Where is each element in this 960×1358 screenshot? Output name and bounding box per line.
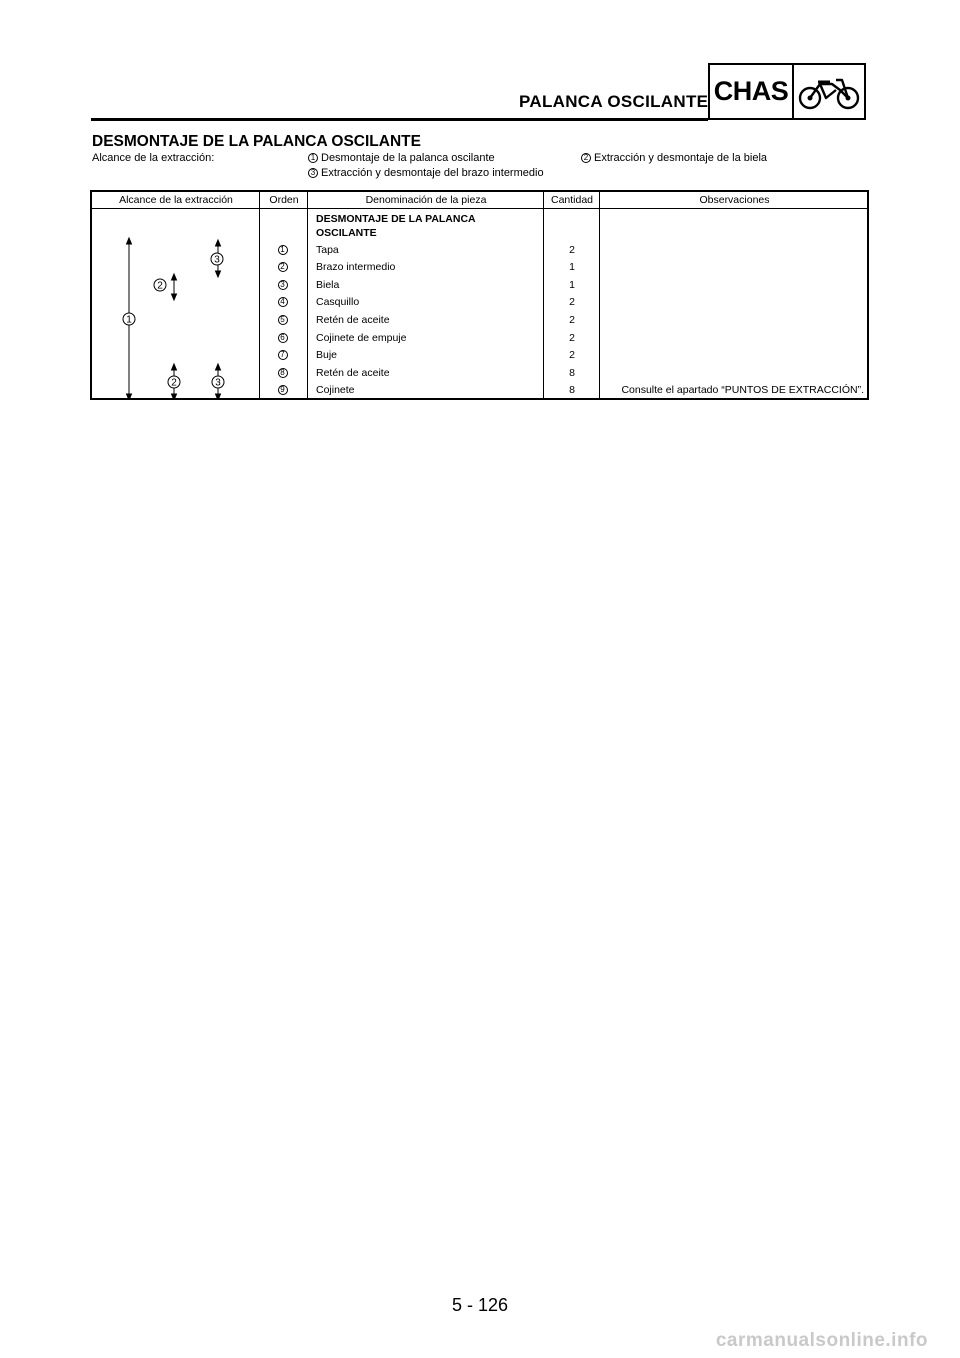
scope-item-1 xyxy=(308,152,495,164)
table-heading-row-2: OSCILANTE xyxy=(316,226,377,239)
diagram-label-1 xyxy=(123,313,135,326)
diagram-label-3-top xyxy=(211,253,223,266)
order-number: 8 xyxy=(278,368,288,378)
header-rule xyxy=(91,118,708,121)
part-name: Retén de aceite xyxy=(316,313,390,326)
svg-text:3: 3 xyxy=(215,377,221,389)
diagram-label-2-bottom xyxy=(168,376,180,389)
scope-item-2 xyxy=(581,152,767,164)
part-qty: 8 xyxy=(569,366,575,379)
number-circle: 3 xyxy=(308,168,318,178)
order-number: 4 xyxy=(278,297,288,307)
part-name: Cojinete xyxy=(316,383,355,396)
diagram-label-3-bottom xyxy=(212,376,224,389)
motorcycle-icon xyxy=(794,65,864,118)
part-qty: 2 xyxy=(569,243,575,256)
order-number: 2 xyxy=(278,262,288,272)
scope-item-text: Extracción y desmontaje del brazo intermedio xyxy=(321,167,544,179)
order-number: 7 xyxy=(278,350,288,360)
part-qty: 1 xyxy=(569,260,575,273)
part-qty: 1 xyxy=(569,278,575,291)
svg-text:1: 1 xyxy=(126,314,132,326)
part-qty: 2 xyxy=(569,348,575,361)
parts-table xyxy=(90,190,869,400)
svg-text:2: 2 xyxy=(157,280,163,292)
scope-item-text: Desmontaje de la palanca oscilante xyxy=(321,152,495,164)
part-name: Tapa xyxy=(316,243,339,256)
part-name: Cojinete de empuje xyxy=(316,331,407,344)
part-note: Consulte el apartado “PUNTOS DE EXTRACCIÓN”. xyxy=(621,383,864,396)
part-qty: 2 xyxy=(569,313,575,326)
page-header-title: PALANCA OSCILANTE xyxy=(519,92,709,111)
part-name: Biela xyxy=(316,278,340,291)
col-header-notes: Observaciones xyxy=(699,194,770,206)
scope-label: Alcance de la extracción: xyxy=(92,152,215,164)
watermark: carmanualsonline.info xyxy=(715,1330,928,1351)
svg-text:3: 3 xyxy=(214,254,220,266)
scope-item-3 xyxy=(308,167,544,179)
section-badge xyxy=(708,63,866,120)
part-qty: 2 xyxy=(569,331,575,344)
part-name: Retén de aceite xyxy=(316,366,390,379)
removal-scope-diagram xyxy=(92,192,260,400)
part-qty: 2 xyxy=(569,295,575,308)
scope-item-text: Extracción y desmontaje de la biela xyxy=(594,152,768,164)
section-title: DESMONTAJE DE LA PALANCA OSCILANTE xyxy=(92,133,421,150)
number-circle: 1 xyxy=(308,153,318,163)
order-number: 1 xyxy=(278,245,288,255)
page-number: 5 - 126 xyxy=(451,1295,509,1315)
col-header-qty: Cantidad xyxy=(550,194,594,206)
order-number: 6 xyxy=(278,333,288,343)
col-header-scope: Alcance de la extracción xyxy=(119,194,233,206)
table-heading-row: DESMONTAJE DE LA PALANCA xyxy=(316,212,476,225)
order-number: 3 xyxy=(278,280,288,290)
number-circle: 2 xyxy=(581,153,591,163)
diagram-label-2-top xyxy=(154,279,166,292)
col-header-part: Denominación de la pieza xyxy=(365,194,487,206)
order-number: 9 xyxy=(278,385,288,395)
scope-arrow-2-top xyxy=(172,274,177,300)
part-qty: 8 xyxy=(569,383,575,396)
part-name: Brazo intermedio xyxy=(316,260,396,273)
part-name: Casquillo xyxy=(316,295,360,308)
svg-text:2: 2 xyxy=(171,377,177,389)
col-header-order: Orden xyxy=(269,194,299,206)
badge-label: CHAS xyxy=(710,65,794,118)
part-name: Buje xyxy=(316,348,338,361)
order-number: 5 xyxy=(278,315,288,325)
